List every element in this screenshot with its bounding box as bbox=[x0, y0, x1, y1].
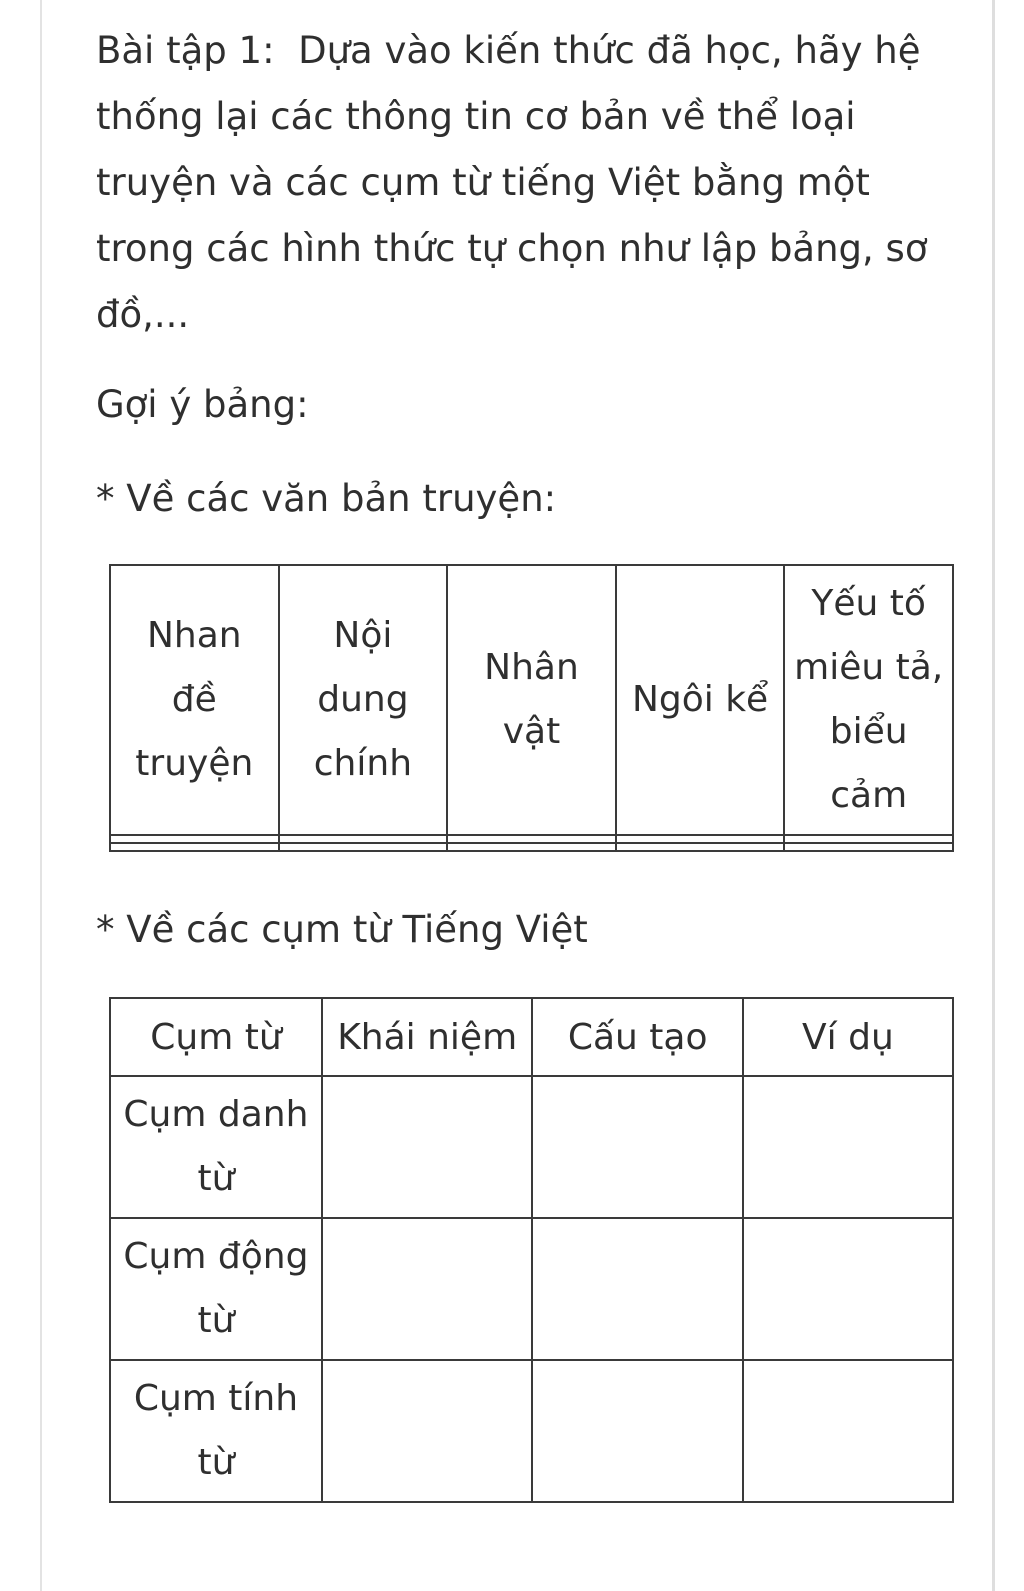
exercise-label: Bài tập 1: bbox=[96, 29, 275, 72]
story-section-title: * Về các văn bản truyện: bbox=[96, 477, 557, 520]
table-row bbox=[110, 1218, 953, 1360]
story-header-character: Nhân vật bbox=[447, 565, 616, 835]
table-cell[interactable] bbox=[322, 1360, 533, 1502]
table-cell[interactable] bbox=[743, 1076, 953, 1218]
table-cell[interactable] bbox=[616, 835, 785, 843]
table-cell[interactable] bbox=[532, 1218, 742, 1360]
story-header-content: Nội dung chính bbox=[279, 565, 448, 835]
table-cell[interactable] bbox=[532, 1076, 742, 1218]
table-cell[interactable] bbox=[784, 835, 953, 843]
phrase-header-phrase: Cụm từ bbox=[110, 998, 322, 1076]
story-table-row bbox=[110, 843, 953, 851]
exercise-intro bbox=[96, 18, 976, 348]
table-row bbox=[110, 1076, 953, 1218]
table-cell[interactable] bbox=[279, 843, 448, 851]
exercise-text bbox=[96, 18, 956, 348]
table-cell[interactable] bbox=[447, 843, 616, 851]
table-cell[interactable] bbox=[447, 835, 616, 843]
phrase-table-header-row bbox=[110, 998, 953, 1076]
exercise-instruction: Dựa vào kiến thức đã học, hãy hệ thống lại các thông tin cơ bản về thể loại truyện và các cụm từ tiếng Việt bằng một trong các hình thức tự chọn như lập bảng, sơ đồ,... bbox=[96, 29, 928, 336]
table-cell[interactable] bbox=[532, 1360, 742, 1502]
story-table-row bbox=[110, 835, 953, 843]
page-border-left bbox=[40, 0, 42, 1591]
story-header-narration: Ngôi kể bbox=[616, 565, 785, 835]
page-border-right bbox=[992, 0, 995, 1591]
story-header-title: Nhan đề truyện bbox=[110, 565, 279, 835]
table-cell[interactable] bbox=[322, 1076, 533, 1218]
table-cell[interactable] bbox=[322, 1218, 533, 1360]
phrase-section-title: * Về các cụm từ Tiếng Việt bbox=[96, 908, 588, 951]
hint-heading: Gợi ý bảng: bbox=[96, 383, 309, 426]
phrase-header-structure: Cấu tạo bbox=[532, 998, 742, 1076]
table-cell[interactable] bbox=[616, 843, 785, 851]
phrase-row-noun: Cụm danh từ bbox=[110, 1076, 322, 1218]
table-cell[interactable] bbox=[784, 843, 953, 851]
table-cell[interactable] bbox=[743, 1218, 953, 1360]
story-table bbox=[109, 564, 954, 852]
table-cell[interactable] bbox=[743, 1360, 953, 1502]
phrase-row-adjective: Cụm tính từ bbox=[110, 1360, 322, 1502]
phrase-header-concept: Khái niệm bbox=[322, 998, 533, 1076]
story-table-header-row bbox=[110, 565, 953, 835]
story-header-description: Yếu tố miêu tả, biểu cảm bbox=[784, 565, 953, 835]
table-cell[interactable] bbox=[279, 835, 448, 843]
table-row bbox=[110, 1360, 953, 1502]
phrase-row-verb: Cụm động từ bbox=[110, 1218, 322, 1360]
phrase-table bbox=[109, 997, 954, 1503]
phrase-header-example: Ví dụ bbox=[743, 998, 953, 1076]
table-cell[interactable] bbox=[110, 843, 279, 851]
table-cell[interactable] bbox=[110, 835, 279, 843]
